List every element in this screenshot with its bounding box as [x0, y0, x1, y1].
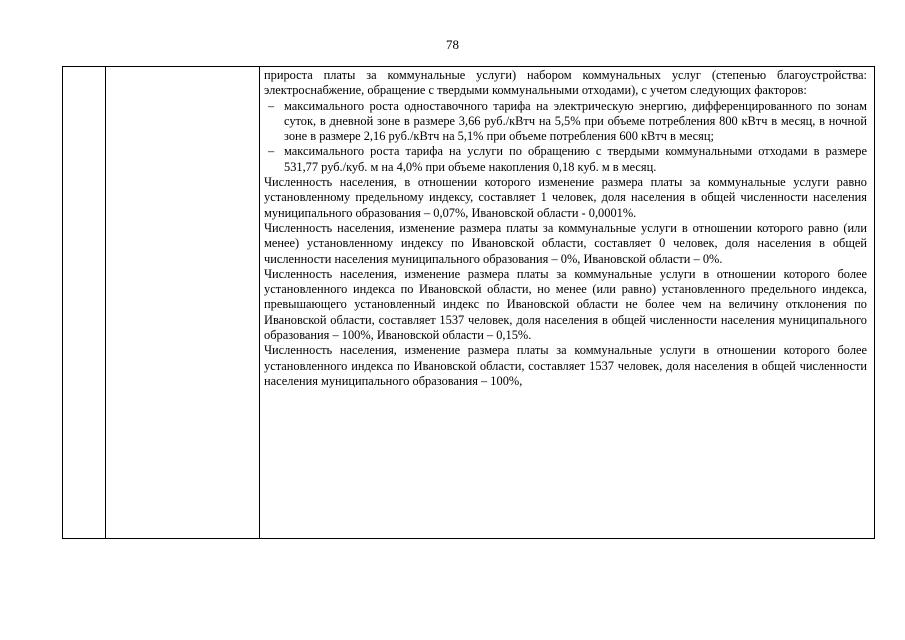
intro-paragraph: прироста платы за коммунальные услуги) набором коммунальных услуг (степенью благоустройства: электроснабжение, обращение с твердыми коммунальными отходами), с учетом следующих факторов: [264, 68, 867, 98]
bullet-marker: – [268, 144, 275, 159]
body-paragraph: Численность населения, изменение размера платы за коммунальные услуги в отношении которого более установленного индекса по Ивановской области, но менее (или равно) установленного предельного индекса, превышающего установленный индекс по Ивановской области не более чем на величину отклонения по Ивановской области, составляет 1537 человек, доля населения в общей численности населения муниципального образования – 100%, Ивановской области – 0,15%. [264, 266, 867, 343]
list-item-text: максимального роста одноставочного тарифа на электрическую энергию, дифференцированного по зонам суток, в дневной зоне в размере 3,66 руб./кВтч на 5,5% при объеме потребления 800 кВтч в месяц, в ночной зоне в размере 2,16 руб./кВтч на 5,1% при объеме потребления 600 кВтч в месяц; [284, 98, 867, 144]
bullet-marker: – [268, 98, 275, 113]
document-table [62, 66, 875, 539]
list-item [264, 99, 867, 145]
list-item-text: максимального роста тарифа на услуги по обращению с твердыми коммунальными отходами в размере 531,77 руб./куб. м на 4,0% при объеме накопления 0,18 куб. м в месяц. [284, 144, 867, 174]
table-cell-text [264, 68, 867, 389]
list-item [264, 144, 867, 175]
table-column-divider [105, 67, 106, 538]
page-number: 78 [446, 37, 459, 52]
body-paragraph: Численность населения, изменение размера платы за коммунальные услуги в отношении которого более установленного индекса по Ивановской области, составляет 1537 человек, доля населения в общей численности населения муниципального образования – 100%, [264, 343, 867, 388]
factor-list [264, 99, 867, 175]
table-column-divider [259, 67, 260, 538]
body-paragraph: Численность населения, изменение размера платы за коммунальные услуги в отношении которого равно (или менее) установленному индексу по Ивановской области, составляет 0 человек, доля населения в общей численности населения муниципального образования – 0%, Ивановской области – 0%. [264, 220, 867, 266]
body-paragraph: Численность населения, в отношении которого изменение размера платы за коммунальные услуги равно установленному предельному индексу, составляет 1 человек, доля населения в общей численности населения муниципального образования – 0,07%, Ивановской области - 0,0001%. [264, 175, 867, 220]
